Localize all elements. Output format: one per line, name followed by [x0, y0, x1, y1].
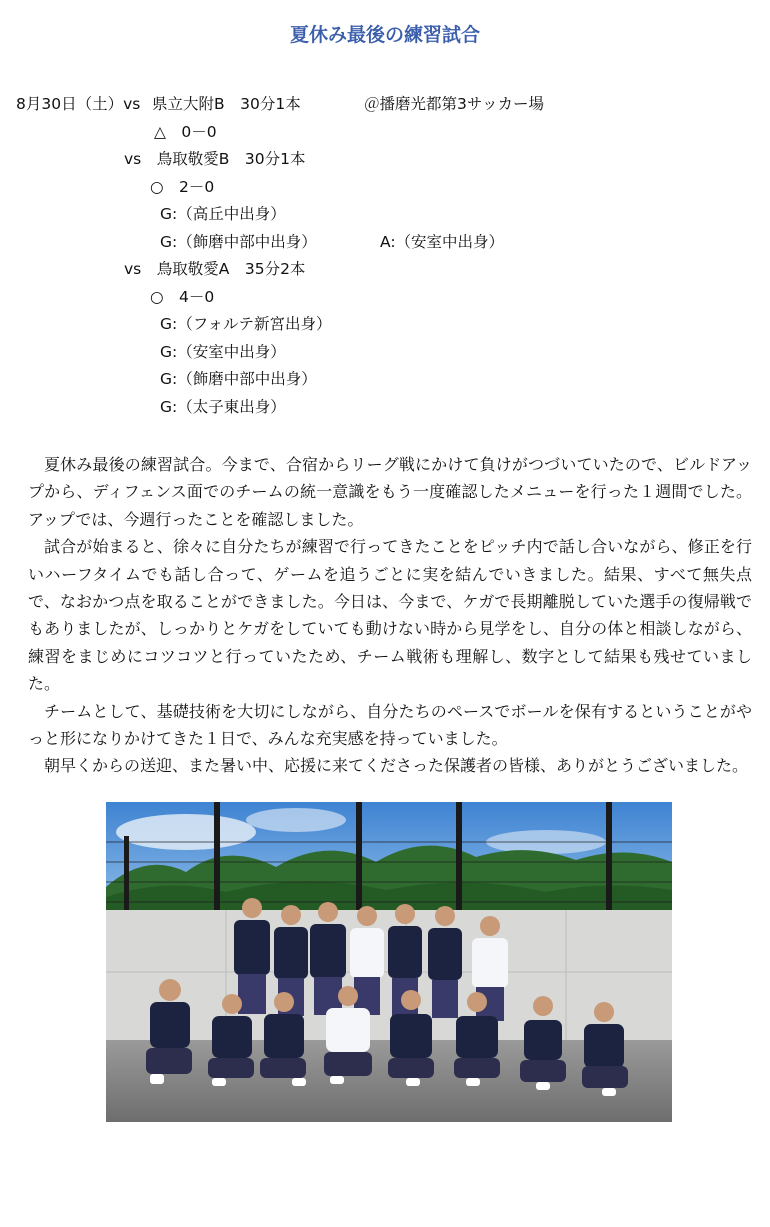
match-3: vs 鳥取敬愛A 35分2本 — [124, 260, 306, 278]
assist: A:（安室中出身） — [380, 233, 505, 251]
paragraph: 朝早くからの送迎、また暑い中、応援に来てくださった保護者の皆様、ありがとうございました。 — [44, 756, 749, 776]
match-date: 8月30日（土）vs — [16, 95, 141, 113]
match-2: vs 鳥取敬愛B 30分1本 — [124, 150, 306, 168]
venue: ＠播磨光都第3サッカー場 — [364, 95, 545, 113]
scorer: G:（フォルテ新宮出身） — [160, 315, 332, 333]
page-title: 夏休み最後の練習試合 — [289, 24, 480, 46]
result-2: ○ 2－0 — [150, 178, 215, 196]
paragraph: 夏休み最後の練習試合。今まで、合宿からリーグ戦にかけて負けがつづいていたので、ビルドアップから、ディフェンス面でのチームの統一意識をもう一度確認したメニューを行った１週間でした。アップでは、今週行ったことを確認しました。 — [28, 455, 752, 529]
scorer: G:（太子東出身） — [160, 398, 286, 416]
result-3: ○ 4－0 — [150, 288, 215, 306]
scorer: G:（安室中出身） — [160, 343, 286, 361]
match-1: 県立大附B 30分1本 — [152, 95, 301, 113]
scorer: G:（高丘中出身） — [160, 205, 286, 223]
paragraph: 試合が始まると、徐々に自分たちが練習で行ってきたことをピッチ内で話し合いながら、修正を行いハーフタイムでも話し合って、ゲームを追うごとに実を結んでいきました。結果、すべて無失点で、なおかつ点を取ることができました。今日は、今まで、ケガで長期離脱していた選手の復帰戦でもありましたが、しっかりとケガをしていても動けない時から見学をし、自分の体と相談しながら、練習をまじめにコツコツと行っていたため、チーム戦術も理解し、数字として結果も残せていました。 — [28, 537, 752, 694]
scorer: G:（飾磨中部中出身） — [160, 233, 317, 251]
scorer: G:（飾磨中部中出身） — [160, 370, 317, 388]
result-1: △ 0－0 — [154, 123, 217, 141]
paragraph: チームとして、基礎技術を大切にしながら、自分たちのペースでボールを保有するということがやっと形になりかけてきた１日で、みんな充実感を持っていました。 — [28, 701, 752, 749]
team-photo — [106, 802, 672, 1122]
report-body — [28, 451, 752, 780]
